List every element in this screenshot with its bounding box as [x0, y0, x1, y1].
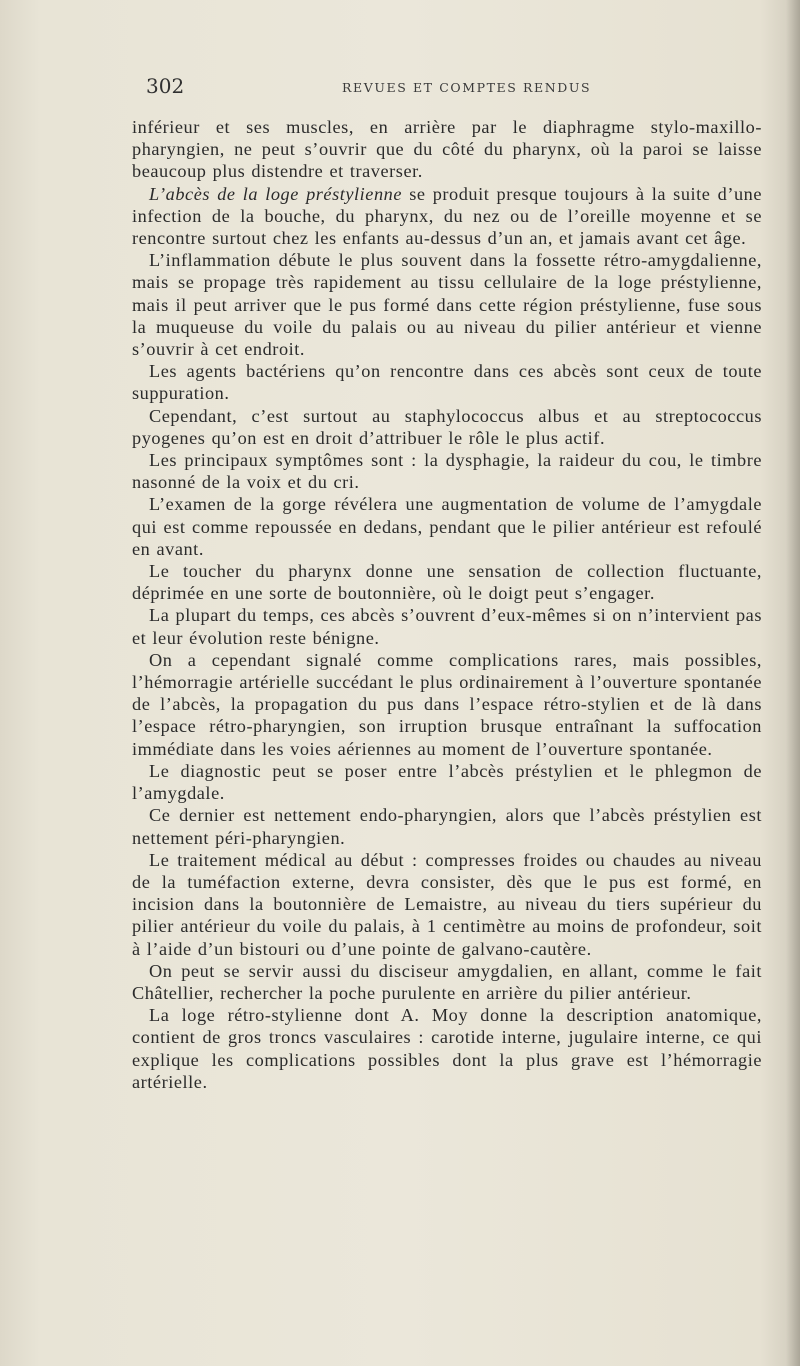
- paragraph: La loge rétro-stylienne dont A. Moy donne la description anatomique, contient de gros troncs vasculaires : carotide interne, jugulaire interne, ce qui explique les complications possibles dont la plus grave est l’hémorragie artérielle.: [132, 1005, 762, 1092]
- paragraph: Les principaux symptômes sont : la dysphagie, la raideur du cou, le timbre nasonné de la voix et du cri.: [132, 450, 762, 493]
- paragraph: On a cependant signalé comme complications rares, mais possibles, l’hémorragie artérielle succédant le plus ordinairement à l’ouverture spontanée de l’abcès, la propagation du pus dans l’espace rétro-stylien et de là dans l’espace rétro-pharyngien, son irruption brusque entraînant la suffocation immédiate dans les voies aériennes au moment de l’ouverture spontanée.: [132, 649, 762, 759]
- italic-heading: L’abcès de la loge préstylienne: [149, 183, 403, 204]
- paragraph: On peut se servir aussi du disciseur amygdalien, en allant, comme le fait Châtellier, rechercher la poche purulente en arrière du pilier antérieur.: [132, 960, 762, 1003]
- paragraph: Le toucher du pharynx donne une sensation de collection fluctuante, déprimée en une sorte de boutonnière, où le doigt peut s’engager.: [132, 561, 762, 604]
- paragraph: L’abcès de la loge préstylienne se produit presque toujours à la suite d’une infection de la bouche, du pharynx, du nez ou de l’oreille moyenne et se rencontre surtout chez les enfants au-dessus d’un an, et jamais avant cet âge.: [132, 183, 762, 249]
- paragraph: Le traitement médical au début : compresses froides ou chaudes au niveau de la tuméfaction externe, devra consister, dès que le pus est formé, en incision dans la boutonnière de Lemaistre, au niveau du tiers supérieur du pilier antérieur du voile du palais, à 1 centimètre au moins de profondeur, soit à l’aide d’un bistouri ou d’une pointe de galvano-cautère.: [132, 849, 762, 959]
- paragraph: L’inflammation débute le plus souvent dans la fossette rétro-amygdalienne, mais se propage très rapidement au tissu cellulaire de la loge préstylienne, mais il peut arriver que le pus formé dans cette région préstylienne, fuse sous la muqueuse du voile du palais ou au niveau du pilier antérieur et vienne s’ouvrir à cet endroit.: [132, 250, 762, 360]
- paragraph: L’examen de la gorge révélera une augmentation de volume de l’amygdale qui est comme repoussée en dedans, pendant que le pilier antérieur est refoulé en avant.: [132, 494, 762, 559]
- paragraph: Cependant, c’est surtout au staphylococcus albus et au streptococcus pyogenes qu’on est en droit d’attribuer le rôle le plus actif.: [132, 405, 762, 448]
- paragraph: La plupart du temps, ces abcès s’ouvrent d’eux-mêmes si on n’intervient pas et leur évolution reste bénigne.: [132, 605, 762, 648]
- paragraph: Les agents bactériens qu’on rencontre dans ces abcès sont ceux de toute suppuration.: [132, 361, 762, 404]
- page-header: [146, 74, 766, 104]
- running-title: REVUES ET COMPTES RENDUS: [342, 80, 592, 95]
- paragraph: Ce dernier est nettement endo-pharyngien, alors que l’abcès préstylien est nettement péri-pharyngien.: [132, 805, 762, 848]
- paragraph-continuation: inférieur et ses muscles, en arrière par le diaphragme stylo-maxillo-pharyngien, ne peut s’ouvrir que du côté du pharynx, où la paroi se laisse beaucoup plus distendre et traverser.: [132, 117, 762, 182]
- page-number: 302: [146, 74, 185, 98]
- page-edge-shadow: [786, 0, 800, 1366]
- body-text: [132, 116, 762, 1093]
- paragraph: Le diagnostic peut se poser entre l’abcès préstylien et le phlegmon de l’amygdale.: [132, 760, 762, 804]
